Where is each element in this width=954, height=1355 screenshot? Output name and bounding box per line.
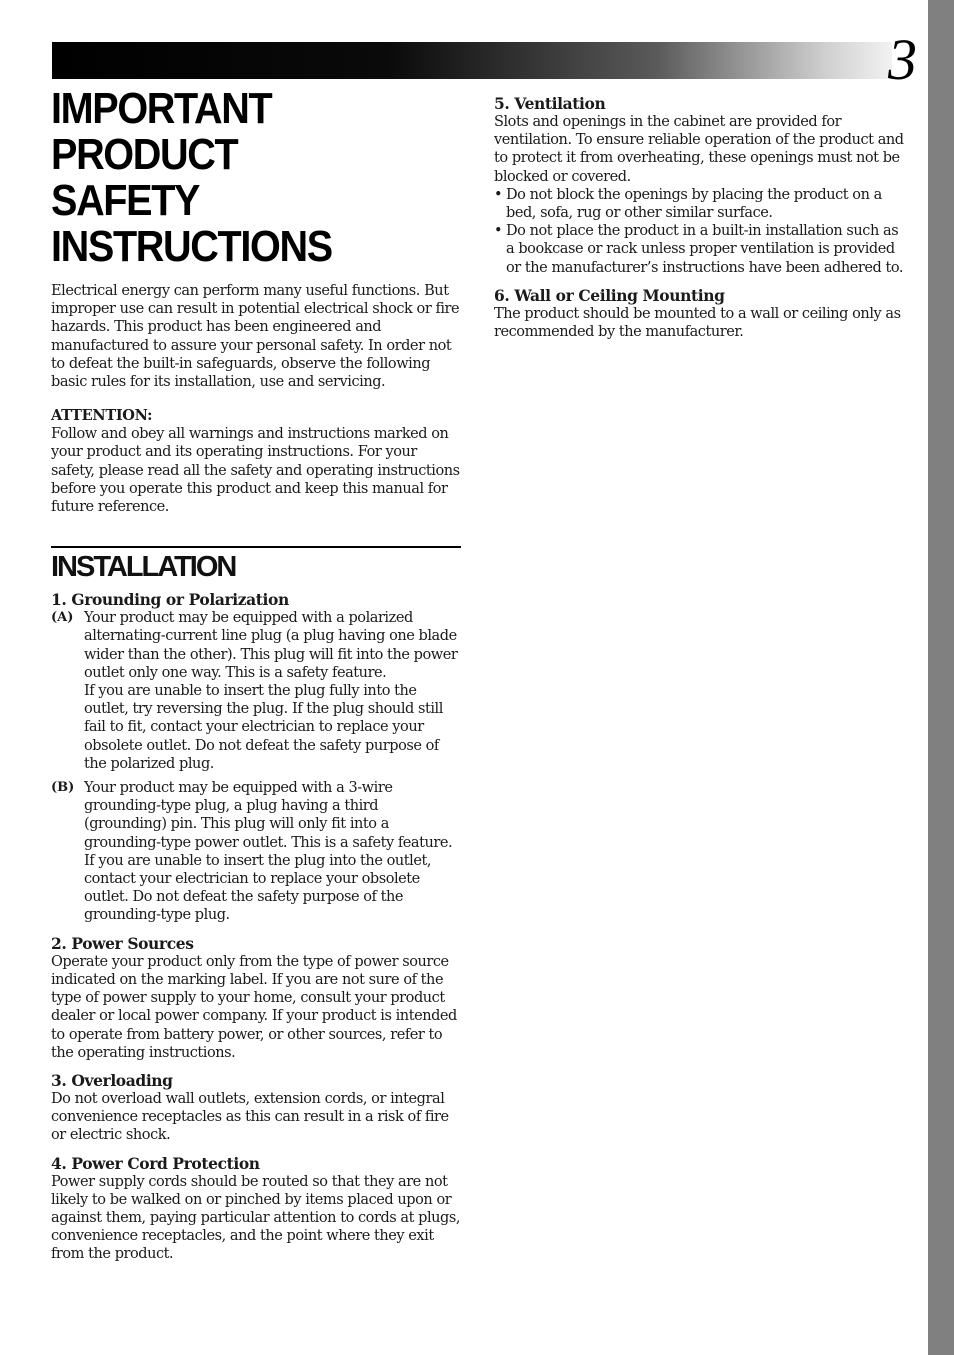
- subitem-a: [51, 609, 461, 773]
- header-gradient-bar: [52, 42, 892, 79]
- subitem-label: (A): [51, 610, 74, 626]
- attention-paragraph: Follow and obey all warnings and instructions marked on your product and its operating instructions. For your safety, please read all the safety and operating instructions before you operate this product and keep this manual for future reference.: [51, 426, 460, 516]
- subitem-label: (B): [51, 780, 75, 796]
- left-column: [51, 86, 461, 1273]
- bullet-mark: •: [494, 223, 503, 240]
- item-paragraph: Slots and openings in the cabinet are provided for ventilation. To ensure reliable operation of the product and to protect it from overheating, these openings must not be blocked or covered.: [494, 114, 904, 185]
- bullet-text: Do not place the product in a built-in installation such as a bookcase or rack unless proper ventilation is provided or the manufacturer’s instructions have been adhered to.: [506, 223, 904, 276]
- subitem-paragraph: Your product may be equipped with a 3-wire grounding-type plug, a plug having a third (grounding) pin. This plug will only fit into a grounding-type power outlet. This is a safety feature.: [84, 780, 453, 851]
- item-paragraph: Do not overload wall outlets, extension cords, or integral convenience receptacles as this can result in a risk of fire or electric shock.: [51, 1090, 449, 1144]
- item-heading: 5. Ventilation: [494, 94, 606, 113]
- item-paragraph: Power supply cords should be routed so that they are not likely to be walked on or pinched by items placed upon or against them, paying particular attention to cords at plugs, convenience receptacles, and the point where they exit from the product.: [51, 1173, 461, 1263]
- subitem-b: [51, 779, 461, 925]
- page-title-line-2: SAFETY INSTRUCTIONS: [51, 176, 332, 271]
- bullet-mark: •: [494, 186, 503, 203]
- page-number: 3: [888, 27, 917, 92]
- right-column: [494, 94, 904, 350]
- side-edge-bar: [928, 0, 954, 1355]
- item-power-cord-protection: [51, 1154, 461, 1264]
- item-wall-ceiling-mounting: [494, 286, 904, 341]
- subitem-paragraph: If you are unable to insert the plug into the outlet, contact your electrician to replace your obsolete outlet. Do not defeat the safety purpose of the grounding-type plug.: [84, 852, 432, 924]
- installation-heading: INSTALLATION: [51, 551, 236, 584]
- bullet-item: [494, 222, 904, 277]
- intro-paragraph: Electrical energy can perform many useful functions. But improper use can result in potential electrical shock or fire hazards. This product has been engineered and manufactured to assure your personal safety. In order not to defeat the built-in safeguards, observe the following basic rules for its installation, use and servicing.: [51, 283, 460, 391]
- page-title: [51, 86, 465, 270]
- subitem-paragraph: Your product may be equipped with a polarized alternating-current line plug (a plug having one blade wider than the other). This plug will fit into the power outlet only one way. This is a safety feature.: [84, 610, 458, 681]
- item-heading: 6. Wall or Ceiling Mounting: [494, 285, 725, 305]
- item-heading: 4. Power Cord Protection: [51, 1153, 260, 1173]
- item-grounding: [51, 590, 461, 924]
- subitem-paragraph: If you are unable to insert the plug fully into the outlet, try reversing the plug. If the plug should still fail to fit, contact your electrician to replace your obsolete outlet. Do not defeat the safety purpose of the polarized plug.: [84, 683, 443, 772]
- item-heading: 1. Grounding or Polarization: [51, 590, 289, 610]
- item-overloading: [51, 1071, 461, 1145]
- item-ventilation: [494, 94, 904, 277]
- section-divider: [51, 546, 461, 548]
- attention-heading: ATTENTION:: [51, 407, 153, 425]
- item-heading: 3. Overloading: [51, 1070, 173, 1090]
- subitem-body: [84, 609, 461, 773]
- item-paragraph: Operate your product only from the type of power source indicated on the marking label. If you are not sure of the type of power supply to your home, consult your product dealer or local power company. If your product is intended to operate from battery power, or other sources, refer to the operating instructions.: [51, 953, 457, 1061]
- subitem-body: [84, 779, 461, 925]
- bullet-text: Do not block the openings by placing the product on a bed, sofa, rug or other similar surface.: [506, 186, 882, 222]
- page-title-line-1: IMPORTANT PRODUCT: [51, 84, 272, 179]
- bullet-item: [494, 186, 904, 222]
- item-paragraph: The product should be mounted to a wall or ceiling only as recommended by the manufacturer.: [494, 305, 901, 341]
- item-heading: 2. Power Sources: [51, 933, 194, 953]
- item-power-sources: [51, 934, 461, 1062]
